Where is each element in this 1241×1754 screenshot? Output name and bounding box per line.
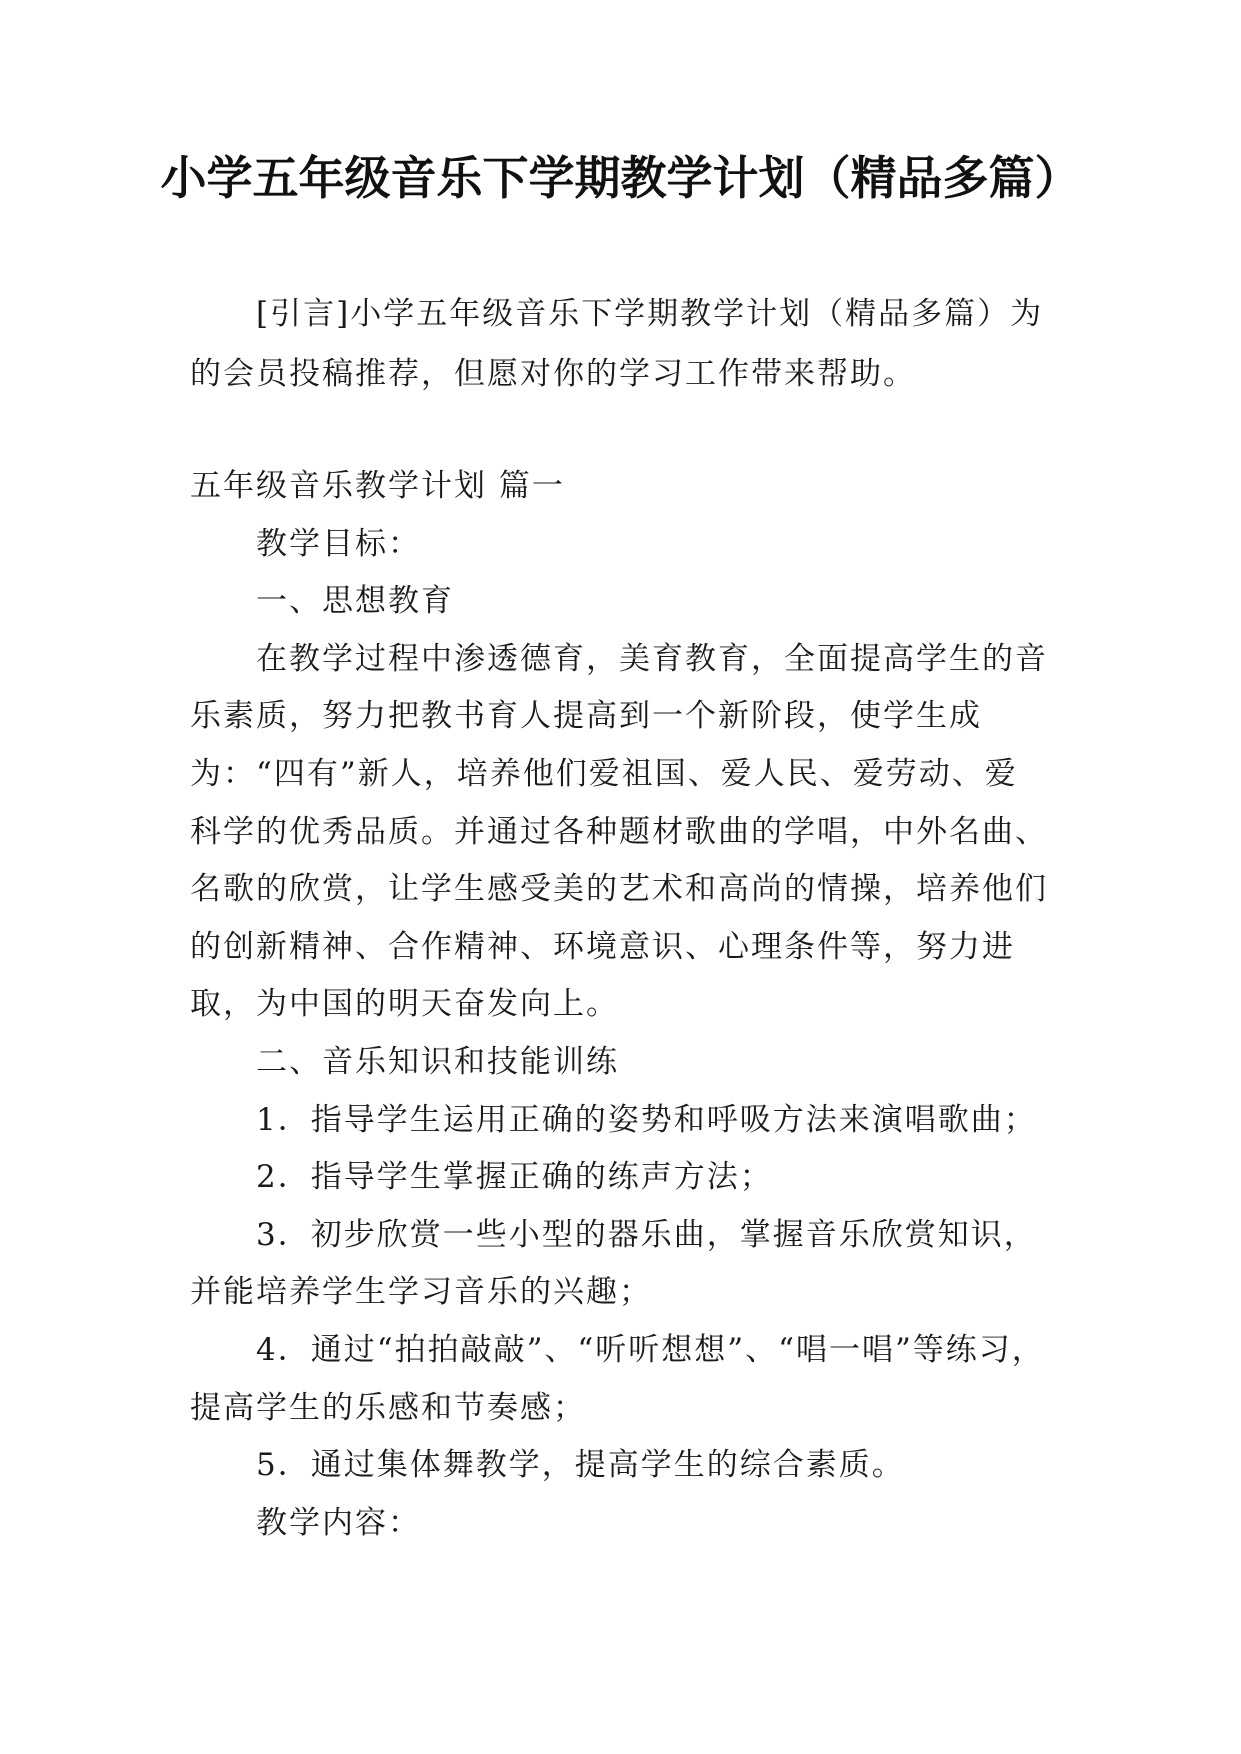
paragraph-teaching-content: 教学内容： xyxy=(256,1504,421,1541)
paragraph-education-description: 在教学过程中渗透德育，美育教育，全面提高学生的音乐素质，努力把教书育人提高到一个新阶段，使学生成为：“四有”新人，培养他们爱祖国、爱人民、爱劳动、爱科学的优秀品质。并通过各种题材歌曲的学唱，中外名曲、名歌的欣赏，让学生感受美的艺术和高尚的情操，培养他们的创新精神、合作精神、环境意识、心理条件等，努力进取，为中国的明天奋发向上。 xyxy=(190,640,1048,1023)
list-item-2: 2．指导学生掌握正确的练声方法； xyxy=(256,1159,773,1196)
document-title: 小学五年级音乐下学期教学计划（精品多篇） xyxy=(160,151,1081,205)
paragraph-music-skills: 二、音乐知识和技能训练 xyxy=(256,1043,619,1080)
list-item-1: 1．指导学生运用正确的姿势和呼吸方法来演唱歌曲； xyxy=(256,1101,1037,1138)
list-item-3: 3．初步欣赏一些小型的器乐曲，掌握音乐欣赏知识，并能培养学生学习音乐的兴趣； xyxy=(190,1216,1037,1311)
list-item-4: 4．通过“拍拍敲敲”、“听听想想”、“唱一唱”等练习，提高学生的乐感和节奏感； xyxy=(190,1331,1045,1426)
list-item-5: 5．通过集体舞教学，提高学生的综合素质。 xyxy=(256,1447,905,1484)
paragraph-teaching-goals: 教学目标： xyxy=(256,525,421,562)
document-body xyxy=(190,458,1050,1552)
section-heading: 五年级音乐教学计划 篇一 xyxy=(190,468,565,504)
intro-paragraph: [引言]小学五年级音乐下学期教学计划（精品多篇）为的会员投稿推荐，但愿对你的学习工作带来帮助。 xyxy=(190,296,1044,392)
paragraph-ideological-education: 一、思想教育 xyxy=(256,583,454,620)
